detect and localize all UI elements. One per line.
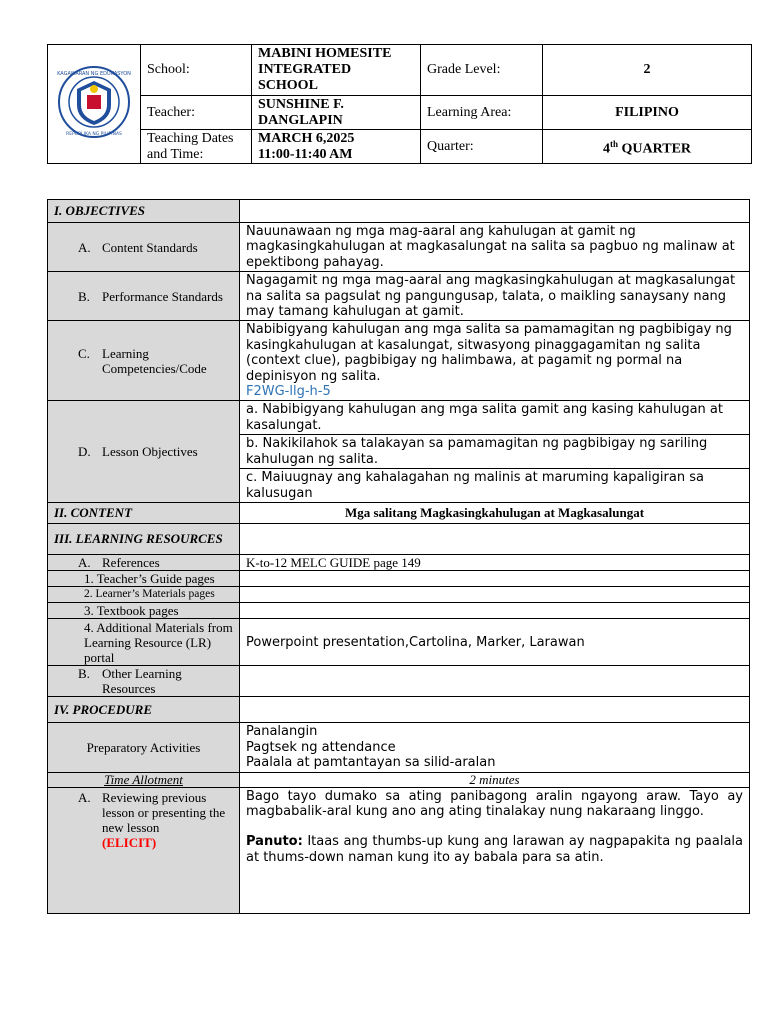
header-table: [47, 44, 752, 164]
time-allotment-label: Time Allotment: [48, 772, 240, 787]
teaching-date: MARCH 6,2025: [258, 130, 355, 146]
objectives-heading-blank: [240, 200, 750, 223]
letter-d: D.: [78, 444, 91, 460]
school-label: School:: [141, 45, 252, 96]
procedure-heading-blank: [240, 697, 750, 723]
review-intro: Bago tayo dumako sa ating panibagong aralin ngayong araw. Tayo ay magbabalik-aral kung ano ang ating tinalakay nung nakaraang linggo.: [246, 788, 743, 819]
learning-resources-blank: [240, 523, 750, 554]
learners-materials-label: 2. Learner’s Materials pages: [48, 587, 240, 603]
teacher-value: SUNSHINE F. DANGLAPIN: [252, 96, 421, 130]
procedure-heading: IV. PROCEDURE: [48, 697, 240, 723]
other-resources-label: [48, 666, 240, 697]
grade-level-value: 2: [543, 45, 752, 96]
learning-competencies-text: Learning Competencies/Code: [102, 345, 207, 376]
svg-text:REPUBLIKA NG PILIPINAS: REPUBLIKA NG PILIPINAS: [66, 131, 122, 137]
panuto-text: Itaas ang thumbs-up kung ang larawan ay nagpapakita ng paalala at thums-down naman kung ito ay babala para sa atin.: [246, 834, 743, 865]
review-lesson-text: Reviewing previous lesson or presenting the new lesson: [102, 789, 226, 835]
performance-standards-label: [48, 272, 240, 321]
review-lesson-label: [48, 787, 240, 913]
lesson-objective-b: b. Nakikilahok sa talakayan sa pamamagitan ng pagbibigay ng sariling kahulugan ng salita.: [240, 435, 750, 469]
school-value: MABINI HOMESITE INTEGRATED SCHOOL: [252, 45, 421, 96]
competency-text: Nabibigyang kahulugan ang mga salita sa pamamagitan ng pagbibigay ng kasingkahulugan at kasalungat, sitwasyong pinaggagamitan ng salita (context clue), pagbibigay ng halimbawa, at pagamit ng pormal na depinisyon ng salita.: [246, 322, 732, 384]
learning-area-value: FILIPINO: [543, 96, 752, 130]
lesson-objective-a: a. Nabibigyang kahulugan ang mga salita gamit ang kasing kahulugan at kasalungat.: [240, 401, 750, 435]
teaching-dates-value: [252, 130, 421, 164]
content-value: Mga salitang Magkasingkahulugan at Magkasalungat: [240, 502, 750, 523]
textbook-pages-label: 3. Textbook pages: [48, 603, 240, 619]
competency-code: F2WG-llg-h-5: [246, 384, 331, 400]
teaching-dates-label: Teaching Dates and Time:: [141, 130, 252, 164]
deped-seal-logo: [57, 65, 131, 139]
letter-a-review: A.: [78, 789, 91, 805]
learning-competencies-value: [240, 321, 750, 401]
content-standards-value: Nauunawaan ng mga mag-aaral ang kahulugan at gamit ng magkasingkahulugan at magkasalungat na salita sa pagbuo ng malinaw at epektibong pahayag.: [240, 223, 750, 272]
quarter-number: 4: [602, 141, 610, 157]
teaching-time: 11:00-11:40 AM: [258, 146, 353, 162]
preparatory-activities-label: Preparatory Activities: [48, 723, 240, 772]
other-resources-text: Other Learning Resources: [102, 666, 182, 697]
review-lesson-value: [240, 787, 750, 913]
prep-reminders: Paalala at pamtantayan sa silid-aralan: [246, 755, 496, 771]
quarter-value: [543, 130, 752, 164]
panuto-label: Panuto:: [246, 834, 303, 850]
content-standards-label: [48, 223, 240, 272]
performance-standards-value: Nagagamit ng mga mag-aaral ang magkasingkahulugan at magkasalungat na salita sa pagsulat ng pangungusap, talata, o maikling sanaysany nang may tamang kahulugan at gamit.: [240, 272, 750, 321]
quarter-suffix: th: [609, 138, 618, 149]
elicit-tag: (ELICIT): [102, 834, 157, 850]
letter-b: B.: [78, 288, 90, 304]
references-text: References: [102, 555, 160, 571]
letter-a: A.: [78, 239, 91, 255]
references-value: K-to-12 MELC GUIDE page 149: [240, 554, 750, 570]
quarter-word: QUARTER: [618, 141, 692, 157]
learners-materials-value: [240, 587, 750, 603]
letter-c: C.: [78, 345, 90, 361]
letter-b-other: B.: [78, 666, 90, 682]
additional-materials-value: Powerpoint presentation,Cartolina, Marker, Larawan: [240, 619, 750, 666]
textbook-pages-value: [240, 603, 750, 619]
prep-attendance: Pagtsek ng attendance: [246, 739, 396, 755]
performance-standards-text: Performance Standards: [102, 288, 223, 304]
panuto-instruction: [246, 834, 743, 865]
learning-competencies-label: [48, 321, 240, 401]
lesson-objective-c: c. Maiuugnay ang kahalagahan ng malinis at maruming kapaligiran sa kalusugan: [240, 469, 750, 503]
teachers-guide-label: 1. Teacher’s Guide pages: [48, 571, 240, 587]
other-resources-value: [240, 666, 750, 697]
objectives-heading: I. OBJECTIVES: [48, 200, 240, 223]
lesson-plan-table: [47, 199, 750, 914]
quarter-label: Quarter:: [421, 130, 543, 164]
teachers-guide-value: [240, 571, 750, 587]
references-label: [48, 554, 240, 570]
learning-resources-heading: III. LEARNING RESOURCES: [48, 523, 240, 554]
additional-materials-label: 4. Additional Materials from Learning Resource (LR) portal: [48, 619, 240, 666]
preparatory-activities-value: [240, 723, 750, 772]
teacher-label: Teacher:: [141, 96, 252, 130]
logo-cell: [48, 45, 141, 164]
lesson-objectives-text: Lesson Objectives: [102, 444, 198, 460]
letter-a-references: A.: [78, 555, 91, 571]
content-standards-text: Content Standards: [102, 239, 198, 255]
prep-prayer: Panalangin: [246, 724, 318, 740]
learning-area-label: Learning Area:: [421, 96, 543, 130]
lesson-objectives-label: [48, 401, 240, 502]
time-allotment-value: 2 minutes: [240, 772, 750, 787]
svg-text:KAGAWARAN NG EDUKASYON: KAGAWARAN NG EDUKASYON: [57, 70, 131, 77]
content-heading: II. CONTENT: [48, 502, 240, 523]
grade-level-label: Grade Level:: [421, 45, 543, 96]
